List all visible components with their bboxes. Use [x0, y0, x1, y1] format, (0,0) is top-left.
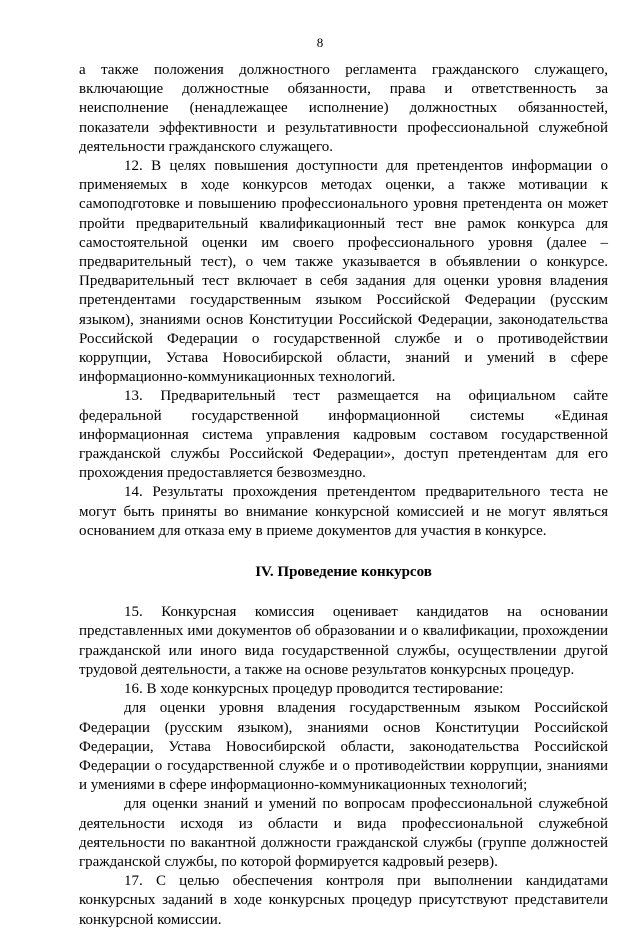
- section-after: [79, 603, 608, 929]
- paragraph-16: 16. В ходе конкурсных процедур проводится тестирование:: [124, 681, 504, 698]
- page-number: 8: [316, 35, 324, 50]
- paragraph-17: 17. С целью обеспечения контроля при выполнении кандидатами конкурсных заданий в ходе конкурсных процедур присутствуют представители конкурсной комиссии.: [79, 873, 608, 928]
- paragraph-15: 15. Конкурсная комиссия оценивает кандидатов на основании представленных ими документов об образовании и о квалификации, прохождении гражданской или иного вида государственной службы, осуществлении другой трудовой деятельности, а также на основе результатов конкурсных процедур.: [79, 604, 608, 678]
- paragraph-16-item-1: для оценки уровня владения государственным языком Российской Федерации (русским языком), знаниями основ Конституции Российской Федерации, Устава Новосибирской области, законодательства Российской Федерации о государственной службе и о противодействии коррупции, знаниями и умениями в сфере информационно-коммуникационных технологий;: [79, 700, 608, 794]
- paragraph-16-item-2: для оценки знаний и умений по вопросам профессиональной служебной деятельности исходя из области и вида профессиональной служебной деятельности по вакантной должности гражданской службы (группе должностей гражданской службы, по которой формируется кадровый резерв).: [79, 796, 608, 870]
- paragraph-14: 14. Результаты прохождения претендентом предварительного теста не могут быть приняты во внимание конкурсной комиссией и не могут являться основанием для отказа ему в приеме документов для участия в конкурсе.: [79, 484, 608, 539]
- document-body: [79, 61, 608, 930]
- section-before: [79, 61, 608, 541]
- paragraph-continuation: а также положения должностного регламента гражданского служащего, включающие должностные обязанности, права и ответственность за неисполнение (ненадлежащее исполнение) должностных обязанностей, показатели эффективности и результативности профессиональной служебной деятельности гражданского служащего.: [79, 62, 608, 155]
- section-heading: IV. Проведение конкурсов: [255, 564, 432, 581]
- paragraph-12: 12. В целях повышения доступности для претендентов информации о применяемых в ходе конкурсов методах оценки, а также мотивации к самоподготовке и повышению профессионального уровня претендента он может пройти предварительный квалификационный тест вне рамок конкурса для самостоятельной оценки им своего профессионального уровня (далее – предварительный тест), о чем также указывается в объявлении о конкурсе. Предварительный тест включает в себя задания для оценки уровня владения претендентами государственным языком Российской Федерации (русским языком), знаниями основ Конституции Российской Федерации, законодательства Российской Федерации о государственной службе и о противодействии коррупции, Устава Новосибирской области, знаний и умений в сфере информационно-коммуникационных технологий.: [79, 158, 608, 386]
- paragraph-13: 13. Предварительный тест размещается на официальном сайте федеральной государственной информационной системы «Единая информационная система управления кадровым составом государственной гражданской службы Российской Федерации», доступ претендентам для его прохождения предоставляется безвозмездно.: [79, 388, 608, 482]
